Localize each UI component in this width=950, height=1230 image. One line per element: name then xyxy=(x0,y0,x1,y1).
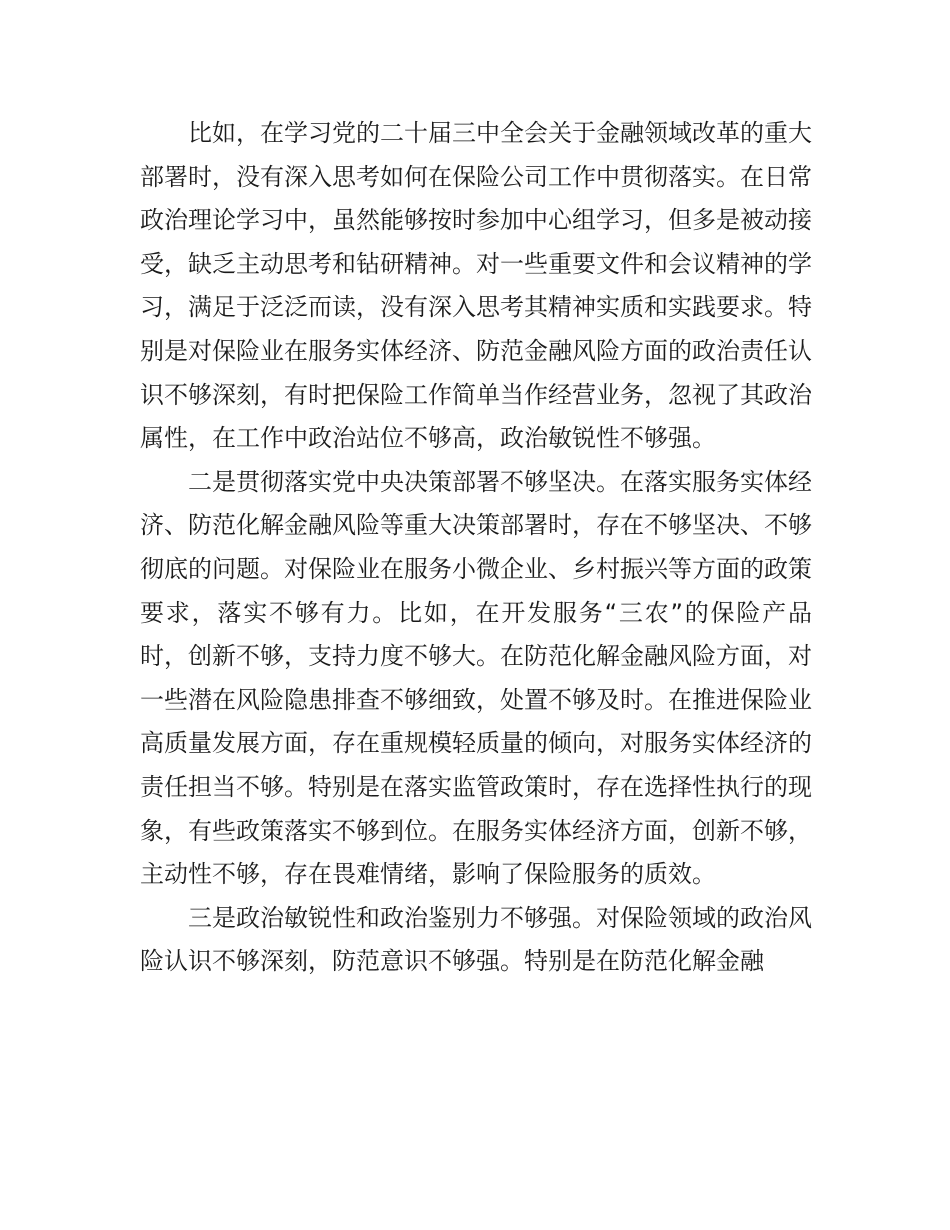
paragraph-1: 比如，在学习党的二十届三中全会关于金融领域改革的重大部署时，没有深入思考如何在保险公司工作中贯彻落实。在日常政治理论学习中，虽然能够按时参加中心组学习，但多是被动接受，缺乏主动思考和钻研精神。对一些重要文件和会议精神的学习，满足于泛泛而读，没有深入思考其精神实质和实践要求。特别是对保险业在服务实体经济、防范金融风险方面的政治责任认识不够深刻，有时把保险工作简单当作经营业务，忽视了其政治属性，在工作中政治站位不够高，政治敏锐性不够强。 xyxy=(140,119,812,453)
paragraph-2: 二是贯彻落实党中央决策部署不够坚决。在落实服务实体经济、防范化解金融风险等重大决策部署时，存在不够坚决、不够彻底的问题。对保险业在服务小微企业、乡村振兴等方面的政策要求，落实不够有力。比如，在开发服务“三农”的保险产品时，创新不够，支持力度不够大。在防范化解金融风险方面，对一些潜在风险隐患排查不够细致，处置不够及时。在推进保险业高质量发展方面，存在重规模轻质量的倾向，对服务实体经济的责任担当不够。特别是在落实监管政策时，存在选择性执行的现象，有些政策落实不够到位。在服务实体经济方面，创新不够，主动性不够，存在畏难情绪，影响了保险服务的质效。 xyxy=(140,467,812,889)
document-body xyxy=(140,112,812,984)
paragraph-3: 三是政治敏锐性和政治鉴别力不够强。对保险领域的政治风险认识不够深刻，防范意识不够强。特别是在防范化解金融 xyxy=(140,903,812,976)
